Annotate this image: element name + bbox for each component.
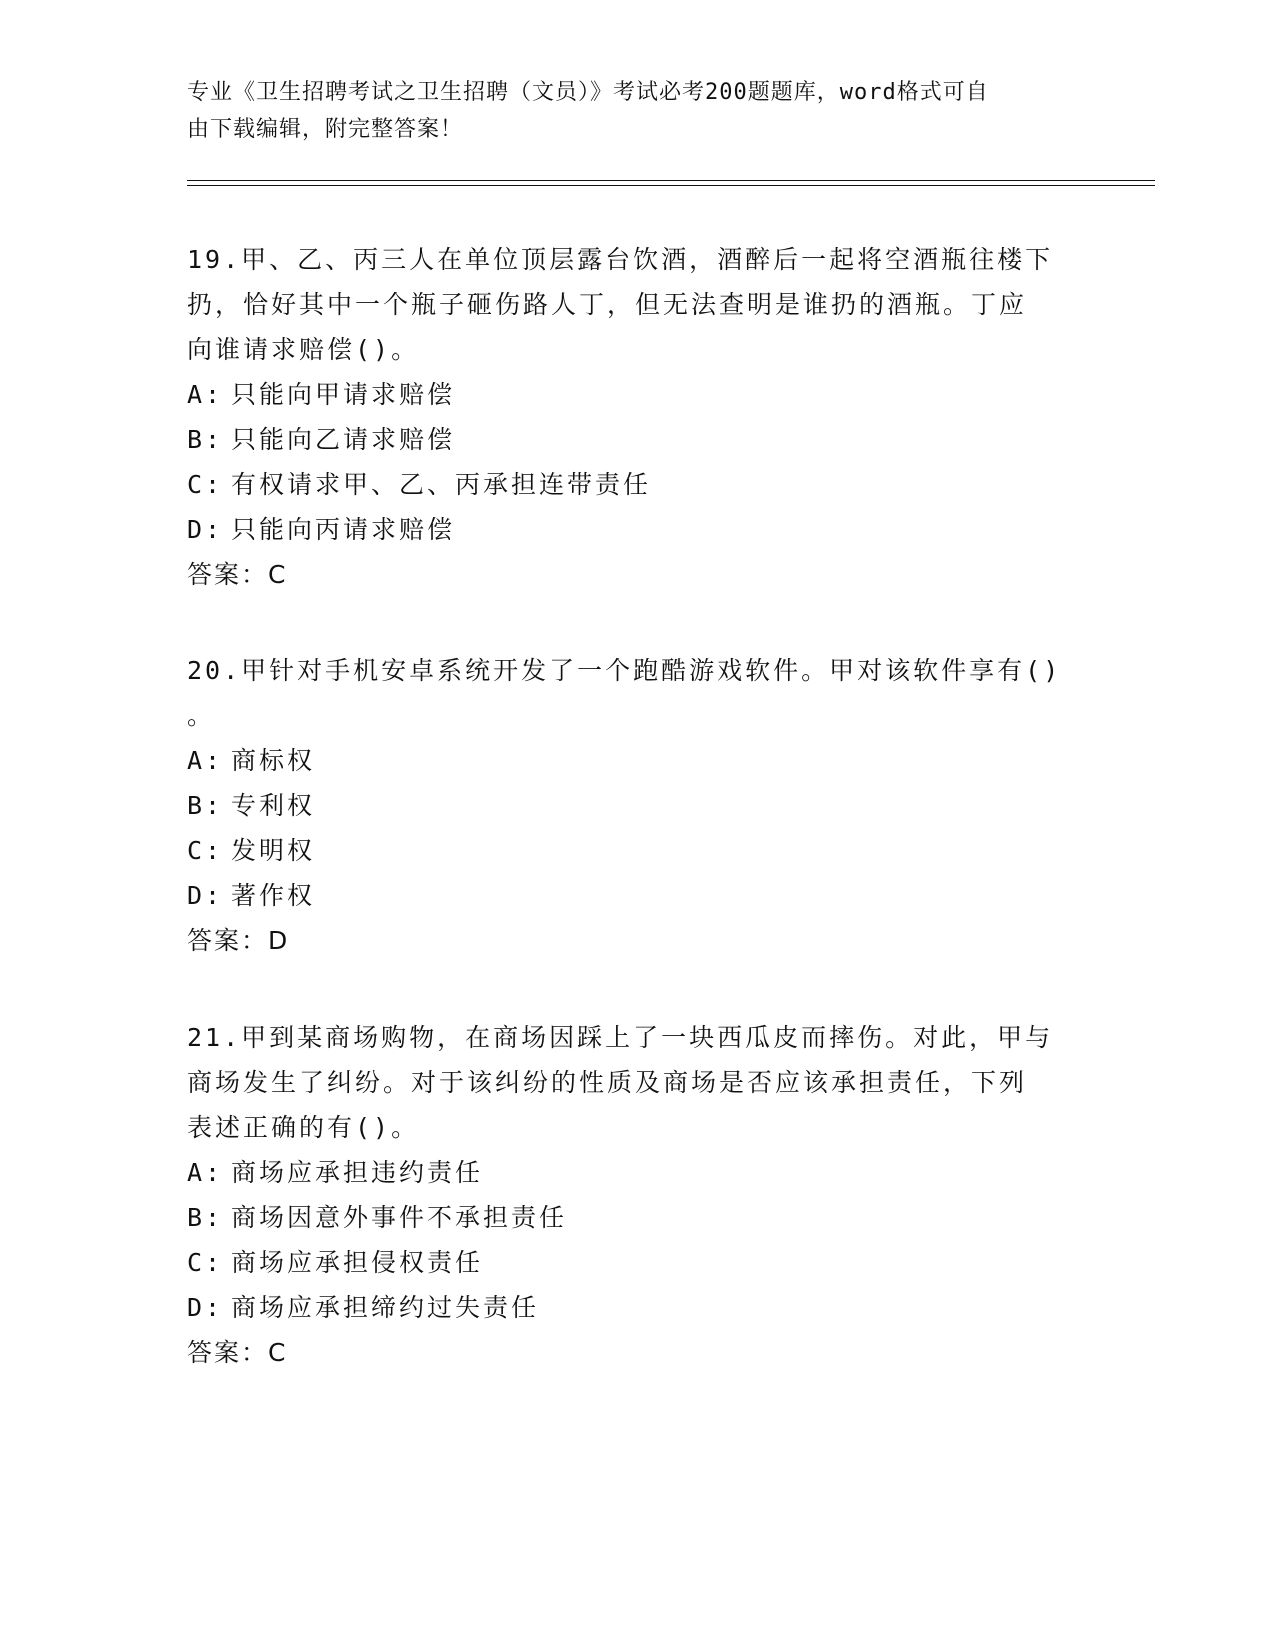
question-stem-line: 表述正确的有()。 <box>187 1113 420 1142</box>
header-line-2: 由下载编辑，附完整答案！ <box>187 117 464 142</box>
question-stem-line: 21.甲到某商场购物，在商场因踩上了一块西瓜皮而摔伤。对此，甲与 <box>187 1023 1054 1052</box>
question-stem-line: 。 <box>187 701 216 730</box>
question-stem-line: 商场发生了纠纷。对于该纠纷的性质及商场是否应该承担责任，下列 <box>187 1068 1028 1097</box>
option-c <box>187 1240 1077 1285</box>
option-key: D: <box>187 515 224 544</box>
header-divider-bottom <box>187 185 1155 186</box>
option-text: 商场应承担侵权责任 <box>231 1248 484 1277</box>
option-text: 著作权 <box>231 881 316 910</box>
option-d <box>187 1285 1077 1330</box>
option-text: 商标权 <box>231 746 316 775</box>
option-c <box>187 828 1077 873</box>
option-d <box>187 873 1077 918</box>
option-d <box>187 507 1077 552</box>
option-key: D: <box>187 881 224 910</box>
question-stem-line: 19.甲、乙、丙三人在单位顶层露台饮酒，酒醉后一起将空酒瓶往楼下 <box>187 245 1054 274</box>
option-text: 专利权 <box>231 791 316 820</box>
option-key: A: <box>187 380 224 409</box>
header-divider-top <box>187 180 1155 181</box>
option-a <box>187 738 1077 783</box>
document-header <box>187 74 1067 148</box>
option-key: C: <box>187 1248 224 1277</box>
question-20 <box>187 648 1077 963</box>
option-text: 商场因意外事件不承担责任 <box>231 1203 568 1232</box>
option-text: 只能向甲请求赔偿 <box>231 380 456 409</box>
option-key: C: <box>187 836 224 865</box>
option-key: C: <box>187 470 224 499</box>
option-b <box>187 783 1077 828</box>
option-key: D: <box>187 1293 224 1322</box>
option-text: 只能向乙请求赔偿 <box>231 425 456 454</box>
answer-line: 答案：D <box>187 926 290 955</box>
answer-line: 答案：C <box>187 1338 288 1367</box>
option-text: 发明权 <box>231 836 316 865</box>
option-b <box>187 1195 1077 1240</box>
question-21 <box>187 1015 1077 1375</box>
question-stem-line: 向谁请求赔偿()。 <box>187 335 420 364</box>
option-a <box>187 1150 1077 1195</box>
option-b <box>187 417 1077 462</box>
question-stem-line: 20.甲针对手机安卓系统开发了一个跑酷游戏软件。甲对该软件享有() <box>187 656 1062 685</box>
option-text: 商场应承担违约责任 <box>231 1158 484 1187</box>
question-stem-line: 扔，恰好其中一个瓶子砸伤路人丁，但无法查明是谁扔的酒瓶。丁应 <box>187 290 1028 319</box>
option-text: 有权请求甲、乙、丙承担连带责任 <box>231 470 652 499</box>
option-a <box>187 372 1077 417</box>
option-text: 只能向丙请求赔偿 <box>231 515 456 544</box>
option-key: B: <box>187 791 224 820</box>
answer-line: 答案：C <box>187 560 288 589</box>
option-key: B: <box>187 425 224 454</box>
option-c <box>187 462 1077 507</box>
question-19 <box>187 237 1077 597</box>
option-text: 商场应承担缔约过失责任 <box>231 1293 540 1322</box>
option-key: A: <box>187 1158 224 1187</box>
option-key: A: <box>187 746 224 775</box>
option-key: B: <box>187 1203 224 1232</box>
header-line-1: 专业《卫生招聘考试之卫生招聘（文员）》考试必考200题题库，word格式可自 <box>187 80 989 105</box>
